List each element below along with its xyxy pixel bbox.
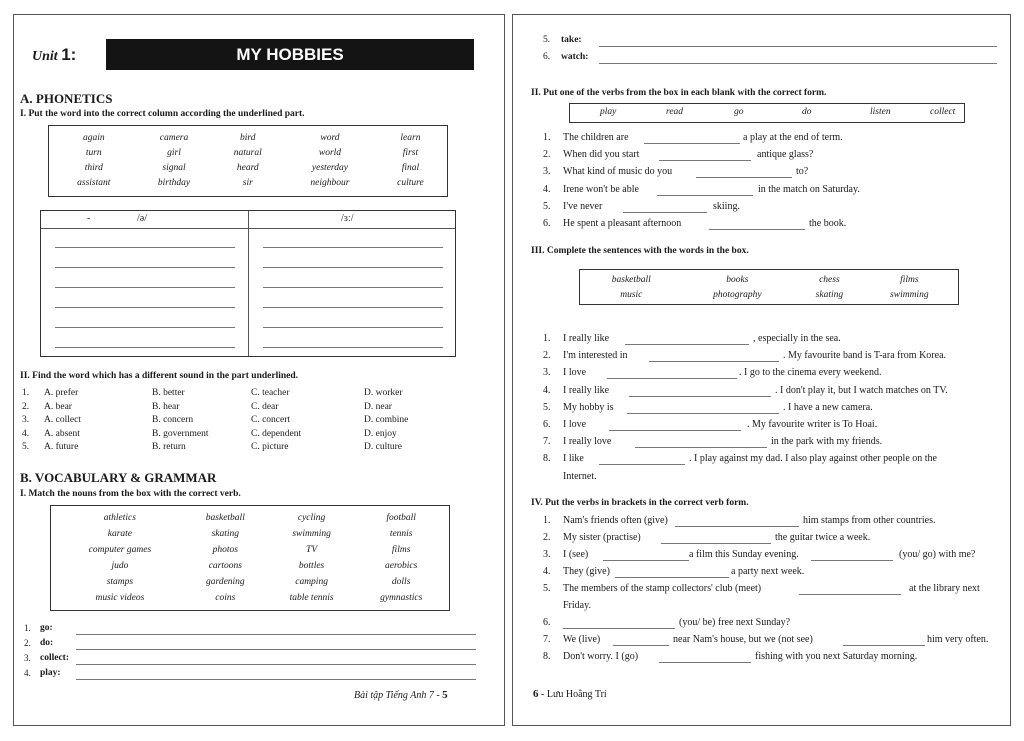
r-verb-number: 6. — [543, 52, 551, 62]
ex2-number: 2. — [22, 401, 30, 412]
ex3-noun: gardening — [205, 577, 245, 587]
ex2-option-b: B. better — [152, 388, 185, 398]
r-ex4-text-end: at the library next — [909, 583, 980, 594]
answer-blank[interactable] — [625, 344, 749, 345]
answer-blank[interactable] — [696, 177, 792, 178]
ex2-option-a: A. absent — [44, 428, 80, 439]
r-ex2-verb: do — [802, 107, 812, 117]
ex2-option-c: C. dear — [251, 401, 279, 412]
r-ex2-item-text: Irene won't be able — [563, 183, 639, 195]
ex3-noun: bottles — [298, 561, 325, 571]
r-ex4-text: They (give) — [563, 566, 610, 577]
r-ex4-text: Don't worry. I (go) — [563, 651, 639, 662]
left-footer — [354, 689, 448, 701]
answer-line — [263, 247, 443, 248]
r-ex4-number: 4. — [543, 566, 551, 577]
r-ex3-item-text-end: . I play against my dad. I also play against other people on the — [689, 453, 937, 465]
r-ex4-text: My sister (practise) — [563, 532, 641, 543]
r-ex4-number: 5. — [543, 583, 551, 594]
r-verb: watch: — [561, 52, 589, 62]
ex2-option-c: C. dependent — [251, 428, 302, 439]
answer-blank[interactable] — [649, 361, 779, 362]
answer-blank[interactable] — [657, 195, 753, 196]
ex3-verb-number: 2. — [24, 638, 31, 648]
r-ex2-item-text-end: antique glass? — [757, 149, 814, 161]
unit-label: Unit — [32, 49, 58, 64]
r-ex4-text-end: the guitar twice a week. — [775, 532, 871, 543]
r-ex4-mid: a film this Sunday evening. — [689, 549, 799, 560]
ex3-verb-number: 4. — [24, 668, 31, 678]
ex2-option-a: A. bear — [44, 401, 72, 412]
r-ex2-item-text: When did you start — [563, 149, 640, 161]
ex2-option-c: C. concert — [251, 415, 291, 425]
ex2-option-c: C. teacher — [251, 388, 290, 398]
r-ex2-item-number: 1. — [543, 132, 551, 143]
ex3-noun: computer games — [88, 545, 152, 555]
answer-line — [55, 327, 235, 328]
r-ex4-number: 8. — [543, 651, 551, 662]
r-ex2-verb: collect — [930, 107, 956, 117]
r-ex4-text: The members of the stamp collectors' club (meet) — [563, 583, 762, 594]
ex3-verb: go: — [40, 623, 53, 633]
r-ex2-item-text: What kind of music do you — [563, 166, 673, 178]
r-ex2-item-text: The children are — [563, 132, 629, 143]
ex3-verb-number: 3. — [24, 653, 31, 663]
answer-blank[interactable] — [607, 378, 737, 379]
r-ex4-text: We (live) — [563, 634, 601, 645]
r-ex3-item-text-end: . I have a new camera. — [783, 401, 873, 413]
ex1-word: culture — [397, 177, 424, 188]
answer-blank[interactable] — [709, 229, 805, 230]
answer-blank[interactable] — [609, 430, 741, 431]
r-ex4-item5-cont: Friday. — [563, 600, 591, 611]
ex1-word: yesterday — [311, 162, 348, 173]
ex1-word-box — [48, 125, 448, 197]
ex1-word: turn — [85, 147, 102, 158]
ex3-noun: TV — [306, 545, 318, 555]
ex2-option-b: B. concern — [152, 415, 194, 425]
ex2-option-b: B. government — [152, 428, 209, 439]
ex1-word: final — [401, 162, 420, 173]
r-ex4-number: 3. — [543, 549, 551, 560]
answer-blank[interactable] — [603, 560, 689, 561]
r-ex4-text-end: him very often. — [927, 634, 989, 645]
r-ex2-item-number: 6. — [543, 218, 551, 229]
right-page-number: 6 — [533, 688, 539, 700]
r-ex3-word: photography — [713, 289, 762, 300]
r-ex3-word: skating — [815, 289, 844, 300]
ex2-option-b: B. hear — [152, 401, 180, 412]
r-ex2-item-number: 3. — [543, 166, 551, 178]
r-ex3-item-text: I really like — [563, 333, 610, 344]
ex3-verb: collect: — [40, 653, 70, 663]
r-ex2-item-number: 5. — [543, 200, 551, 212]
ex1-word: world — [318, 147, 342, 158]
r-ex3-item-number: 7. — [543, 436, 551, 448]
answer-blank[interactable] — [644, 143, 740, 144]
ex1-col2-header: /ɜː/ — [341, 213, 354, 224]
section-b-heading: B. VOCABULARY & GRAMMAR — [20, 470, 217, 485]
answer-line — [76, 634, 476, 635]
ex1-word: natural — [233, 147, 262, 158]
ex3-noun: dolls — [391, 577, 411, 587]
ex3-verb: play: — [40, 668, 61, 678]
ex3-noun: gymnastics — [380, 593, 423, 603]
ex1-word: assistant — [77, 177, 111, 188]
answer-line — [55, 267, 235, 268]
ex2-option-d: D. combine — [364, 415, 409, 425]
right-footer-text: - Lưu Hoằng Trí — [538, 689, 607, 700]
r-ex3-word: music — [620, 289, 643, 300]
r-ex2-item-text-end: in the match on Saturday. — [758, 183, 860, 195]
ex3-verb-number: 1. — [24, 623, 31, 633]
ex3-verb: do: — [40, 638, 54, 648]
left-page-number: 5 — [442, 689, 448, 701]
r-ex3-item-number: 4. — [543, 384, 551, 396]
ex1-word: first — [402, 147, 419, 158]
ex1-word: third — [84, 162, 103, 173]
unit-label-group — [32, 45, 76, 65]
ex3-noun: tennis — [389, 529, 413, 539]
answer-line — [55, 287, 235, 288]
ex2-option-d: D. enjoy — [364, 428, 397, 439]
ex1-word: word — [320, 132, 340, 143]
r-ex4-text-end: a party next week. — [731, 566, 805, 577]
r-ex4-number: 1. — [543, 515, 551, 526]
answer-blank[interactable] — [661, 543, 771, 544]
ex3-noun: coins — [215, 593, 236, 603]
r-verb-number: 5. — [543, 35, 551, 45]
r-ex2-item-number: 2. — [543, 149, 551, 161]
r-ex3-item-text: I really like — [563, 384, 610, 396]
answer-line — [263, 347, 443, 348]
r-ex3-item-text-end: . I go to the cinema every weekend. — [739, 367, 882, 379]
answer-line — [55, 347, 235, 348]
ex3-noun: skating — [211, 529, 240, 539]
answer-blank[interactable] — [799, 594, 901, 595]
answer-blank[interactable] — [599, 464, 685, 465]
r-ex4-mid: near Nam's house, but we (not see) — [673, 634, 813, 645]
r-ex4-number: 2. — [543, 532, 551, 543]
answer-line — [76, 679, 476, 680]
ex1-word: learn — [400, 132, 421, 143]
ex3-noun: camping — [295, 577, 328, 587]
ex2-number: 1. — [22, 388, 30, 398]
r-ex2-item-text: He spent a pleasant afternoon — [563, 218, 682, 229]
ex2-option-d: D. worker — [364, 388, 403, 398]
r-ex3-item-text-end: . I don't play it, but I watch matches on TV. — [775, 384, 948, 396]
r-ex4-text: I (see) — [563, 549, 589, 560]
ex1-word: girl — [167, 147, 181, 158]
left-page — [13, 14, 505, 726]
ex3-noun-table — [55, 510, 445, 606]
section-a-heading: A. PHONETICS — [20, 91, 113, 106]
ex2-option-a: A. future — [44, 442, 79, 452]
r-ex3-word: swimming — [890, 289, 929, 300]
r-ex3-item-text: I love — [563, 419, 587, 430]
ex1-instruction: I. Put the word into the correct column according the underlined part. — [20, 109, 305, 119]
r-ex3-item-text: I'm interested in — [563, 350, 628, 362]
answer-blank[interactable] — [659, 160, 751, 161]
ex2-option-a: A. prefer — [44, 388, 79, 398]
r-ex2-item-text-end: the book. — [809, 218, 847, 229]
ex3-noun: basketball — [205, 513, 245, 523]
r-ex3-item-number: 3. — [543, 367, 551, 379]
unit-number: 1: — [61, 45, 77, 64]
r-ex4-instruction: IV. Put the verbs in brackets in the correct verb form. — [531, 498, 749, 508]
answer-blank[interactable] — [629, 396, 771, 397]
r-ex2-verb: go — [734, 107, 744, 117]
ex3-noun: swimming — [292, 529, 331, 539]
r-ex3-instruction: III. Complete the sentences with the words in the box. — [531, 246, 749, 256]
ex3-noun: music videos — [95, 593, 145, 603]
ex2-option-d: D. culture — [364, 442, 402, 452]
answer-blank[interactable] — [843, 645, 925, 646]
page-title: MY HOBBIES — [106, 39, 474, 70]
r-ex4-text: Nam's friends often (give) — [563, 515, 668, 526]
answer-blank[interactable] — [627, 413, 779, 414]
r-ex2-verb: read — [666, 107, 684, 117]
left-footer-text: Bài tập Tiếng Anh 7 - — [354, 690, 443, 701]
right-footer — [533, 688, 607, 700]
r-ex3-item-text: My hobby is — [563, 401, 614, 413]
ex1-word: birthday — [157, 177, 191, 188]
answer-blank[interactable] — [659, 662, 751, 663]
ex3-noun: table tennis — [289, 593, 334, 603]
ex3-noun: photos — [212, 545, 238, 555]
ex3-noun: cartoons — [208, 561, 242, 571]
ex2-number: 3. — [22, 415, 30, 425]
r-ex3-item-text: I really love — [563, 436, 612, 448]
ex2-option-a: A. collect — [44, 415, 81, 425]
answer-line — [263, 287, 443, 288]
answer-blank[interactable] — [635, 447, 767, 448]
ex3-noun: aerobics — [384, 561, 418, 571]
answer-blank[interactable] — [613, 645, 669, 646]
r-ex3-word: basketball — [611, 274, 651, 285]
r-ex3-item-number: 6. — [543, 419, 551, 430]
r-ex3-item-text-end: . My favourite writer is To Hoai. — [747, 419, 878, 430]
r-ex2-verb: listen — [870, 107, 891, 117]
r-ex3-word-box — [579, 269, 959, 305]
r-ex3-item-text-end: . My favourite band is T-ara from Korea. — [783, 350, 947, 362]
r-ex4-number: 6. — [543, 617, 551, 628]
ex3-noun: karate — [107, 529, 133, 539]
ex1-answer-table: - /ə/ /ɜː/ — [40, 210, 456, 357]
r-ex2-verb-box — [569, 103, 965, 123]
r-ex2-item-text-end: to? — [796, 166, 809, 178]
ex3-noun: stamps — [106, 577, 134, 587]
ex3-noun: judo — [111, 561, 129, 571]
ex3-noun: cycling — [297, 513, 326, 523]
answer-line — [263, 267, 443, 268]
r-ex2-item-number: 4. — [543, 183, 551, 195]
ex2-number: 4. — [22, 428, 30, 439]
answer-line — [263, 327, 443, 328]
r-ex4-text-end: (you/ be) free next Sunday? — [679, 617, 791, 628]
r-ex3-item-text: I love — [563, 367, 587, 379]
ex1-word: sir — [242, 177, 253, 188]
r-ex3-item-number: 5. — [543, 401, 551, 413]
ex3-noun: athletics — [103, 513, 136, 523]
r-ex4-text-end: him stamps from other countries. — [803, 515, 936, 526]
answer-blank[interactable] — [675, 526, 799, 527]
ex1-word: camera — [159, 132, 189, 143]
r-ex3-item-number: 8. — [543, 453, 551, 465]
r-ex4-text-end: (you/ go) with me? — [899, 549, 976, 560]
answer-line — [599, 63, 997, 64]
ex3-noun: films — [391, 545, 411, 555]
answer-line — [76, 664, 476, 665]
ex2-instruction: II. Find the word which has a different sound in the part underlined. — [20, 371, 299, 381]
ex1-word: again — [82, 132, 105, 143]
ex2-option-d: D. near — [364, 401, 392, 412]
r-ex2-instruction: II. Put one of the verbs from the box in each blank with the correct form. — [531, 88, 827, 98]
r-ex3-item-number: 1. — [543, 333, 551, 344]
answer-line — [599, 46, 997, 47]
answer-blank[interactable] — [623, 212, 707, 213]
answer-blank[interactable] — [615, 577, 729, 578]
ex3-instruction: I. Match the nouns from the box with the correct verb. — [20, 489, 241, 499]
answer-line — [263, 307, 443, 308]
ex1-word: neighbour — [310, 177, 350, 188]
r-ex3-item-text-end: , especially in the sea. — [753, 333, 841, 344]
r-ex3-item-text: I like — [563, 453, 584, 465]
r-ex4-number: 7. — [543, 634, 551, 645]
ex2-number: 5. — [22, 442, 30, 452]
r-ex3-item8-cont: Internet. — [563, 470, 597, 482]
r-ex2-item-text-end: skiing. — [713, 200, 740, 212]
ex1-word: signal — [162, 162, 186, 173]
ex2-option-b: B. return — [152, 442, 186, 452]
r-verb: take: — [561, 35, 582, 45]
ex2-option-c: C. picture — [251, 442, 289, 452]
ex3-noun-box — [50, 505, 450, 611]
ex1-col1-header: /ə/ — [137, 213, 147, 224]
answer-line — [55, 247, 235, 248]
answer-blank[interactable] — [811, 560, 893, 561]
r-ex2-item-text: I've never — [563, 200, 603, 212]
right-page — [512, 14, 1011, 726]
r-ex3-item-text-end: in the park with my friends. — [771, 436, 883, 448]
r-ex2-item-text-end: a play at the end of term. — [743, 132, 843, 143]
ex3-noun: football — [386, 513, 416, 523]
r-ex4-text-end: fishing with you next Saturday morning. — [755, 651, 918, 662]
r-ex3-word: films — [900, 274, 919, 285]
r-ex3-word: chess — [819, 274, 840, 285]
r-ex3-word: books — [726, 274, 749, 285]
r-ex3-item-number: 2. — [543, 350, 551, 362]
ex1-word: bird — [240, 132, 256, 143]
answer-line — [55, 307, 235, 308]
r-ex2-verb: play — [600, 107, 617, 117]
ex1-word-table — [53, 130, 443, 190]
answer-line — [76, 649, 476, 650]
ex1-word: heard — [236, 162, 259, 173]
answer-blank[interactable] — [563, 628, 675, 629]
